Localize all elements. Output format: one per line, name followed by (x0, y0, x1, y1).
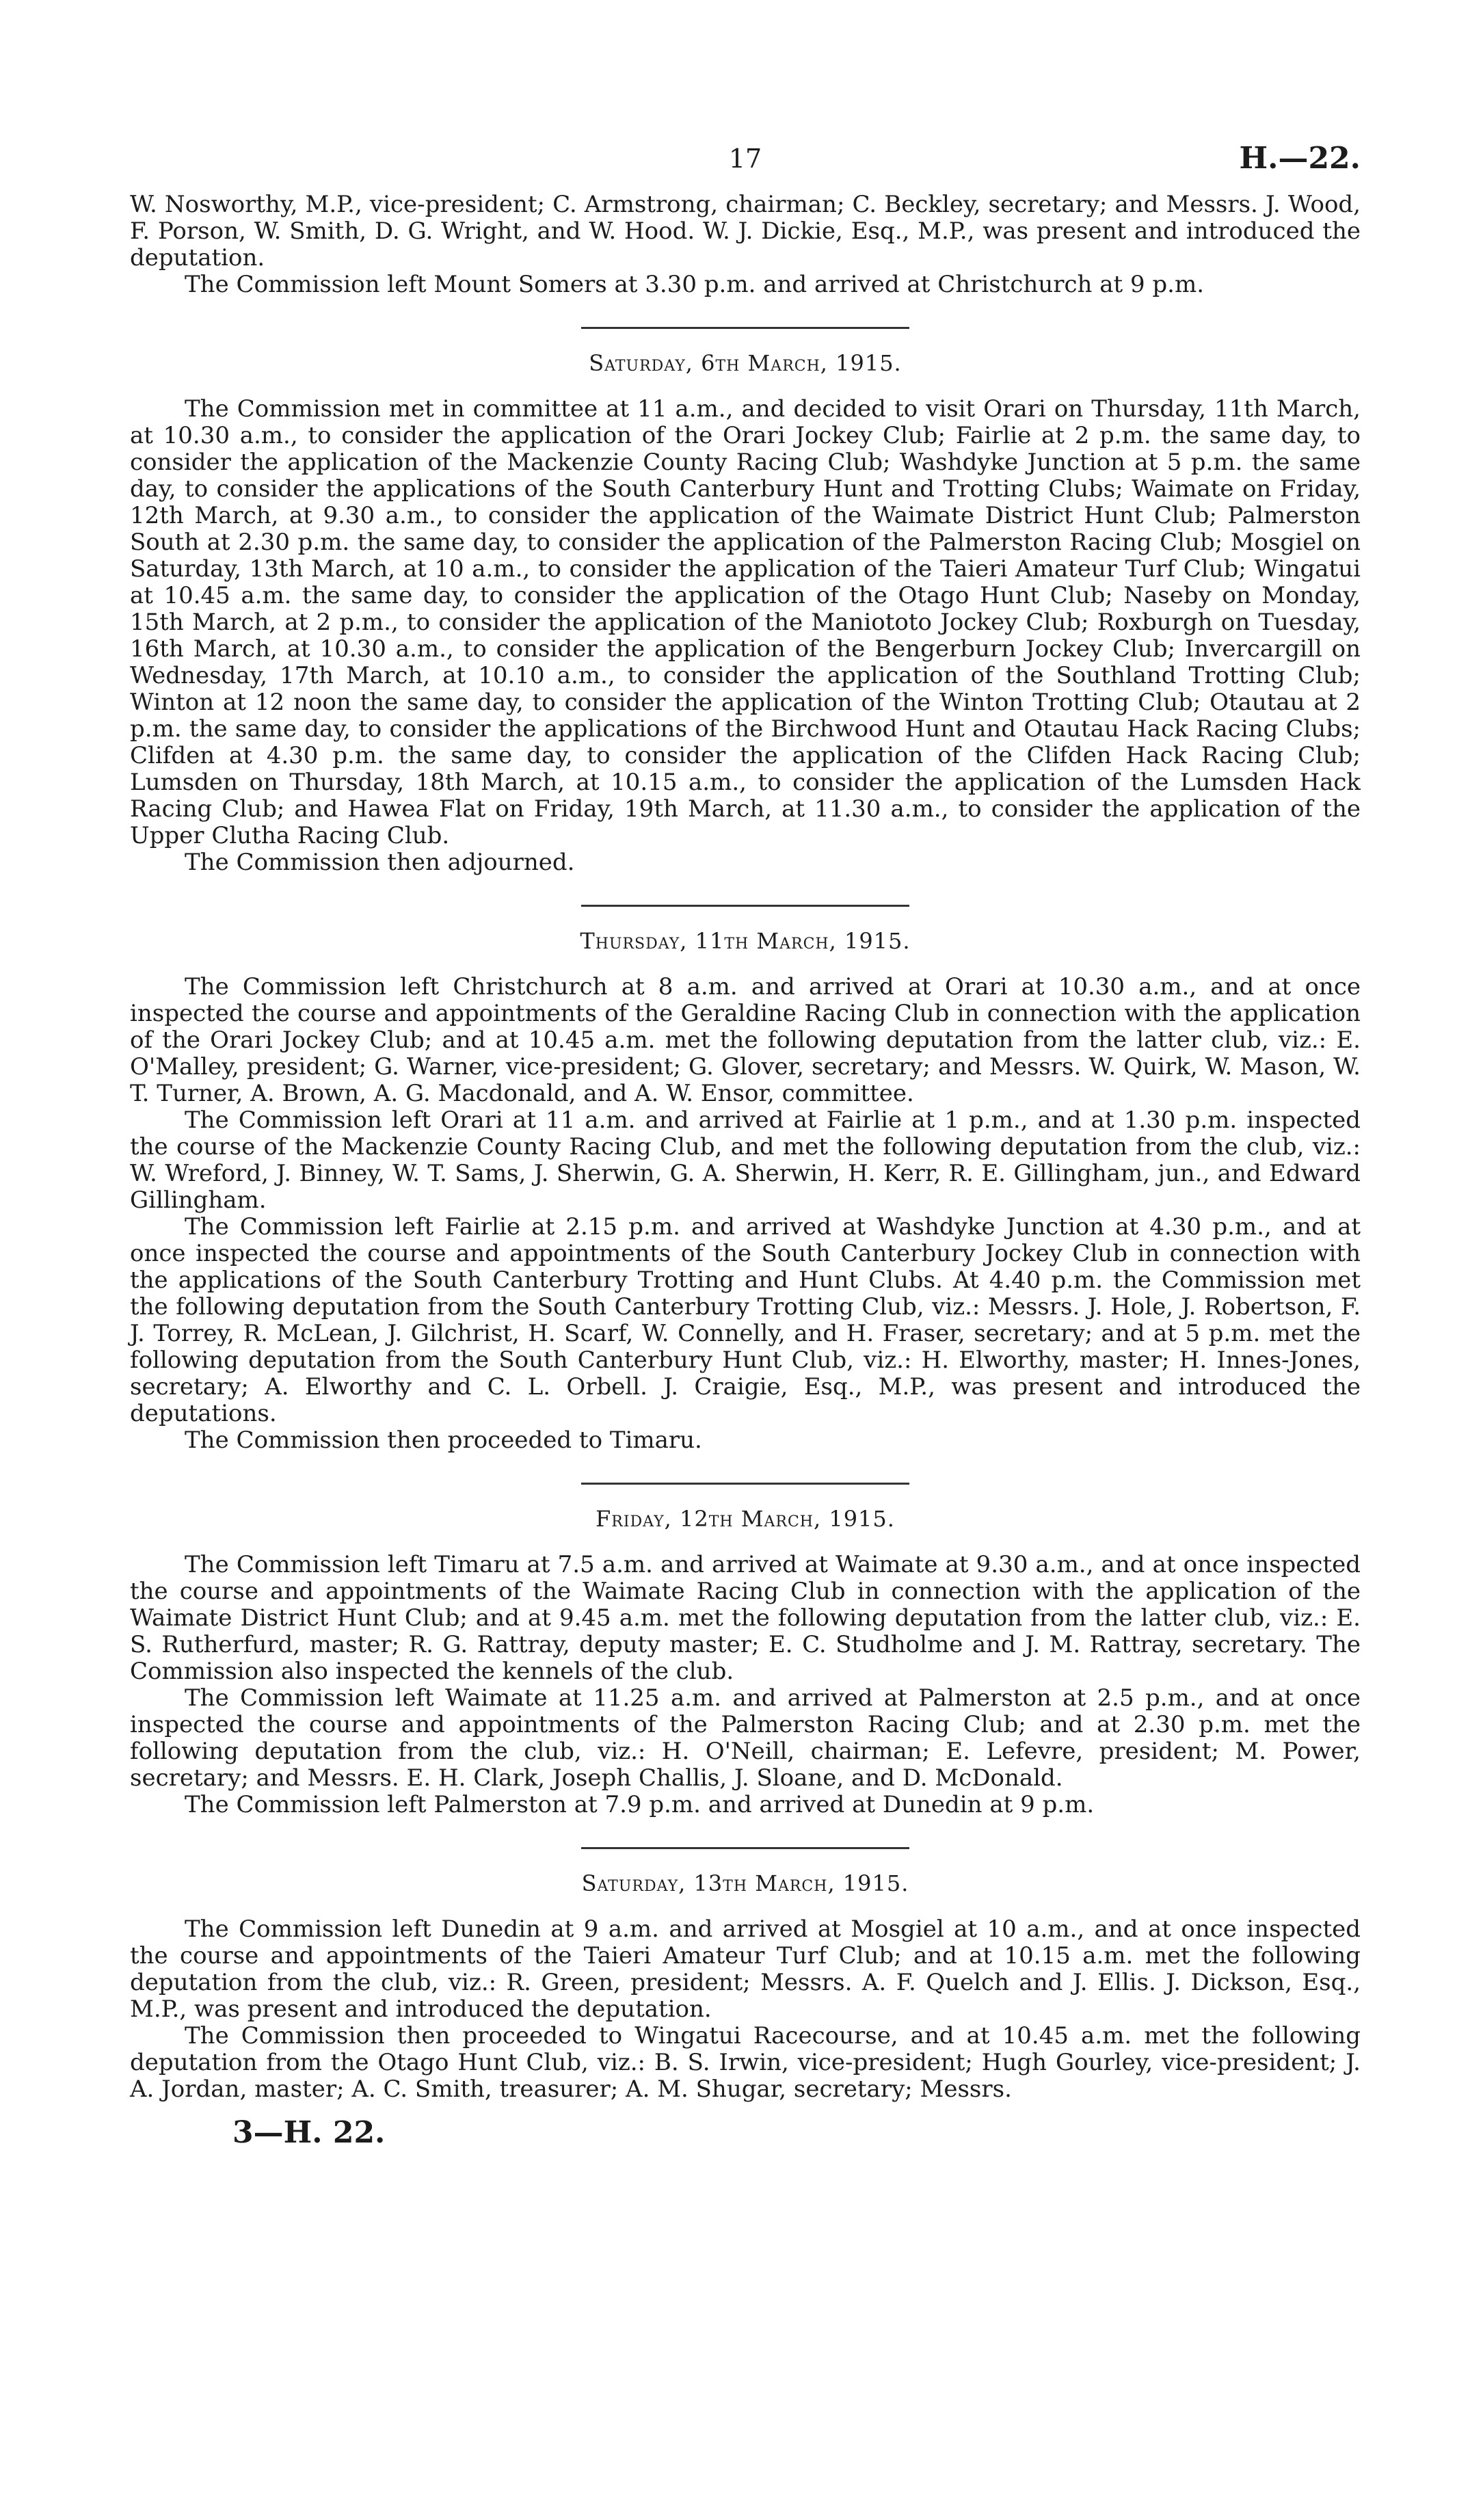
section-divider (581, 1483, 909, 1485)
section-friday-12th-march (130, 1505, 1361, 1818)
document-page (130, 137, 1361, 2150)
paragraph: W. Nosworthy, M.P., vice-president; C. Armstrong, chairman; C. Beckley, secretary; and Messrs. J. Wood, F. Porson, W. Smith, D. G. Wright, and W. Hood. W. J. Dickie, Esq., M.P., was present and introduced the deputation. (130, 191, 1361, 271)
paragraph: The Commission then proceeded to Wingatui Racecourse, and at 10.45 a.m. met the following deputation from the Otago Hunt Club, viz.: B. S. Irwin, vice-president; Hugh Gourley, vice-president; J. A. Jordan, master; A. C. Smith, treasurer; A. M. Shugar, secretary; Messrs. (130, 2022, 1361, 2103)
signature-mark: 3—H. 22. (232, 2115, 386, 2150)
paragraph: The Commission left Waimate at 11.25 a.m. and arrived at Palmerston at 2.5 p.m., and at once inspected the course and appointments of the Palmerston Racing Club; and at 2.30 p.m. met the following deputation from the club, viz.: H. O'Neill, chairman; E. Lefevre, president; M. Power, secretary; and Messrs. E. H. Clark, Joseph Challis, J. Sloane, and D. McDonald. (130, 1684, 1361, 1792)
paragraph: The Commission left Christchurch at 8 a.m. and arrived at Orari at 10.30 a.m., and at once inspected the course and appointments of the Geraldine Racing Club in connection with the application of the Orari Jockey Club; and at 10.45 a.m. met the following deputation from the latter club, viz.: E. O'Malley, president; G. Warner, vice-president; G. Glover, secretary; and Messrs. W. Quirk, W. Mason, W. T. Turner, A. Brown, A. G. Macdonald, and A. W. Ensor, committee. (130, 973, 1361, 1107)
paragraph: The Commission left Mount Somers at 3.30 p.m. and arrived at Christchurch at 9 p.m. (185, 271, 1205, 298)
section-date-heading: Saturday, 6th March, 1915. (589, 350, 902, 376)
paragraph: The Commission left Timaru at 7.5 a.m. and arrived at Waimate at 9.30 a.m., and at once inspected the course and appointments of the Waimate Racing Club in connection with the application of the Waimate District Hunt Club; and at 9.45 a.m. met the following deputation from the latter club, viz.: E. S. Rutherfurd, master; R. G. Rattray, deputy master; E. C. Studholme and J. M. Rattray, secretary. The Commission also inspected the kennels of the club. (130, 1551, 1361, 1685)
section-divider (581, 905, 909, 907)
section-saturday-13th-march (130, 1870, 1361, 2103)
paragraph: The Commission left Dunedin at 9 a.m. and arrived at Mosgiel at 10 a.m., and at once inspected the course and appointments of the Taieri Amateur Turf Club; and at 10.15 a.m. met the following deputation from the club, viz.: R. Green, president; Messrs. A. F. Quelch and J. Ellis. J. Dickson, Esq., M.P., was present and introduced the deputation. (130, 1915, 1361, 2023)
section-divider (581, 327, 909, 329)
page-number: 17 (728, 144, 762, 174)
paragraph: The Commission left Palmerston at 7.9 p.m. and arrived at Dunedin at 9 p.m. (185, 1791, 1095, 1818)
paragraph: The Commission then adjourned. (185, 849, 575, 876)
paragraph: The Commission then proceeded to Timaru. (185, 1427, 702, 1454)
section-date-heading: Friday, 12th March, 1915. (596, 1506, 895, 1532)
paragraph: The Commission left Orari at 11 a.m. and arrived at Fairlie at 1 p.m., and at 1.30 p.m. inspected the course of the Mackenzie County Racing Club, and met the following deputation from the club, viz.: W. Wreford, J. Binney, W. T. Sams, J. Sherwin, G. A. Sherwin, H. Kerr, R. E. Gillingham, jun., and Edward Gillingham. (130, 1106, 1361, 1214)
section-date-heading: Thursday, 11th March, 1915. (580, 928, 911, 954)
page-header (130, 137, 1361, 191)
intro-block (130, 191, 1361, 298)
section-saturday-6th-march (130, 349, 1361, 876)
section-date-heading: Saturday, 13th March, 1915. (581, 1870, 909, 1896)
paragraph: The Commission left Fairlie at 2.15 p.m. and arrived at Washdyke Junction at 4.30 p.m., and at once inspected the course and appointments of the South Canterbury Jockey Club in connection with the applications of the South Canterbury Trotting and Hunt Clubs. At 4.40 p.m. the Commission met the following deputation from the South Canterbury Trotting Club, viz.: Messrs. J. Hole, J. Robertson, F. J. Torrey, R. McLean, J. Gilchrist, H. Scarf, W. Connelly, and H. Fraser, secretary; and at 5 p.m. met the following deputation from the South Canterbury Hunt Club, viz.: H. Elworthy, master; H. Innes-Jones, secretary; A. Elworthy and C. L. Orbell. J. Craigie, Esq., M.P., was present and introduced the deputations. (130, 1213, 1361, 1427)
document-reference: H.—22. (1239, 141, 1361, 176)
section-divider (581, 1847, 909, 1849)
section-thursday-11th-march (130, 927, 1361, 1454)
paragraph: The Commission met in committee at 11 a.m., and decided to visit Orari on Thursday, 11th March, at 10.30 a.m., to consider the application of the Orari Jockey Club; Fairlie at 2 p.m. the same day, to consider the application of the Mackenzie County Racing Club; Washdyke Junction at 5 p.m. the same day, to consider the applications of the South Canterbury Hunt and Trotting Clubs; Waimate on Friday, 12th March, at 9.30 a.m., to consider the application of the Waimate District Hunt Club; Palmerston South at 2.30 p.m. the same day, to consider the application of the Palmerston Racing Club; Mosgiel on Saturday, 13th March, at 10 a.m., to consider the application of the Taieri Amateur Turf Club; Wingatui at 10.45 a.m. the same day, to consider the application of the Otago Hunt Club; Naseby on Monday, 15th March, at 2 p.m., to consider the application of the Maniototo Jockey Club; Roxburgh on Tuesday, 16th March, at 10.30 a.m., to consider the application of the Bengerburn Jockey Club; Invercargill on Wednesday, 17th March, at 10.10 a.m., to consider the application of the Southland Trotting Club; Winton at 12 noon the same day, to consider the application of the Winton Trotting Club; Otautau at 2 p.m. the same day, to consider the applications of the Birchwood Hunt and Otautau Hack Racing Clubs; Clifden at 4.30 p.m. the same day, to consider the application of the Clifden Hack Racing Club; Lumsden on Thursday, 18th March, at 10.15 a.m., to consider the application of the Lumsden Hack Racing Club; and Hawea Flat on Friday, 19th March, at 11.30 a.m., to consider the application of the Upper Clutha Racing Club. (130, 395, 1361, 849)
